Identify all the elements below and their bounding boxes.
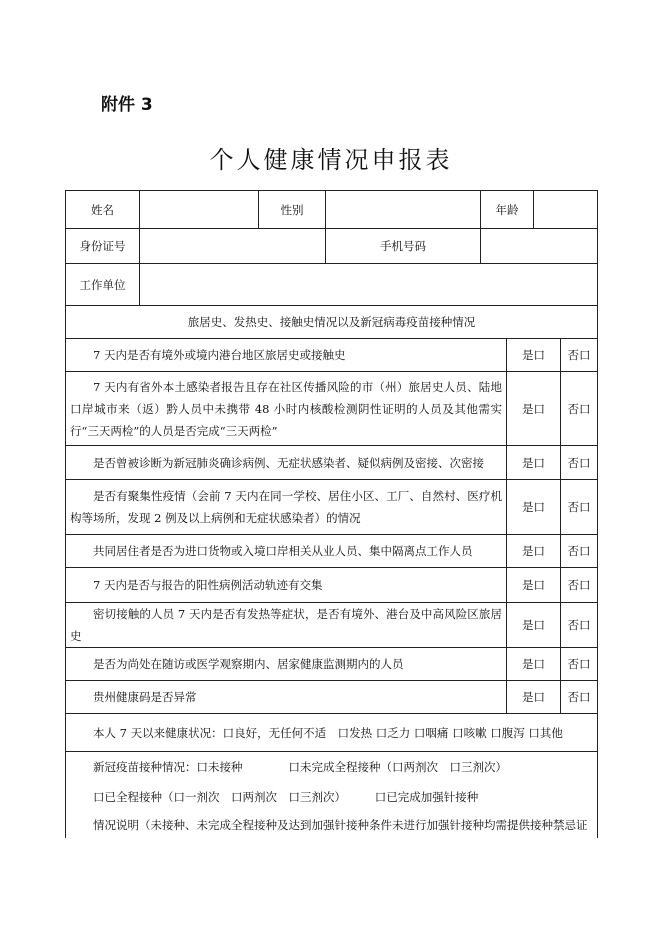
question-text: 密切接触的人员 7 天内是否有发热等症状，是否有境外、港台及中高风险区旅居史 [66, 603, 507, 648]
phone-label: 手机号码 [326, 229, 481, 264]
yes-checkbox[interactable]: 是口 [507, 648, 561, 681]
page-title: 个人健康情况申报表 [209, 146, 453, 174]
no-checkbox[interactable]: 否口 [561, 681, 598, 714]
no-checkbox[interactable]: 否口 [561, 372, 598, 446]
gender-label: 性别 [259, 191, 326, 229]
question-text: 是否有聚集性疫情（会前 7 天内在同一学校、居住小区、工厂、自然村、医疗机构等场所，发现 2 例及以上病例和无症状感染者）的情况 [66, 480, 507, 535]
question-text: 7 天内有省外本土感染者报告且存在社区传播风险的市（州）旅居史人员、陆地口岸城市来（返）黔人员中未携带 48 小时内核酸检测阴性证明的人员及其他需实行“三天两检”的人员是否完成“三天两检” [66, 372, 507, 446]
question-text: 是否曾被诊断为新冠肺炎确诊病例、无症状感染者、疑似病例及密接、次密接 [66, 446, 507, 480]
yes-checkbox[interactable]: 是口 [507, 480, 561, 535]
yes-checkbox[interactable]: 是口 [507, 339, 561, 372]
question-text: 共同居住者是否为进口货物或入境口岸相关从业人员、集中隔离点工作人员 [66, 535, 507, 568]
question-row [66, 480, 598, 535]
id-label: 身份证号 [66, 229, 140, 264]
no-checkbox[interactable]: 否口 [561, 603, 598, 648]
question-text: 7 天内是否有境外或境内港台地区旅居史或接触史 [66, 339, 507, 372]
question-row [66, 446, 598, 480]
no-checkbox[interactable]: 否口 [561, 568, 598, 603]
question-row [66, 648, 598, 681]
question-text: 7 天内是否与报告的阳性病例活动轨迹有交集 [66, 568, 507, 603]
question-text: 是否为尚处在随访或医学观察期内、居家健康监测期内的人员 [66, 648, 507, 681]
yes-checkbox[interactable]: 是口 [507, 568, 561, 603]
age-field[interactable] [534, 191, 598, 229]
question-row [66, 603, 598, 648]
question-row [66, 568, 598, 603]
question-row [66, 535, 598, 568]
gender-field[interactable] [326, 191, 481, 229]
name-field[interactable] [140, 191, 259, 229]
no-checkbox[interactable]: 否口 [561, 446, 598, 480]
yes-checkbox[interactable]: 是口 [507, 446, 561, 480]
health-form-table [65, 190, 598, 838]
question-row [66, 339, 598, 372]
vaccine-status[interactable]: 新冠疫苗接种情况：口未接种 口未完成全程接种（口两剂次 口三剂次） [66, 752, 598, 782]
work-label: 工作单位 [66, 264, 140, 306]
question-text: 贵州健康码是否异常 [66, 681, 507, 714]
question-row [66, 372, 598, 446]
yes-checkbox[interactable]: 是口 [507, 603, 561, 648]
section-heading: 旅居史、发热史、接触史情况以及新冠病毒疫苗接种情况 [66, 306, 598, 339]
no-checkbox[interactable]: 否口 [561, 480, 598, 535]
health-status[interactable]: 本人 7 天以来健康状况：口良好，无任何不适 口发热 口乏力 口咽痛 口咳嗽 口腹泻 口其他 [66, 714, 598, 752]
no-checkbox[interactable]: 否口 [561, 339, 598, 372]
no-checkbox[interactable]: 否口 [561, 648, 598, 681]
yes-checkbox[interactable]: 是口 [507, 372, 561, 446]
work-field[interactable] [140, 264, 598, 306]
no-checkbox[interactable]: 否口 [561, 535, 598, 568]
yes-checkbox[interactable]: 是口 [507, 535, 561, 568]
vaccine-complete[interactable]: 口已全程接种（口一剂次 口两剂次 口三剂次） 口已完成加强针接种 [66, 782, 598, 812]
note: 情况说明（未接种、未完成全程接种及达到加强针接种条件未进行加强针接种均需提供接种禁忌证 [66, 812, 598, 838]
attachment-label: 附件 3 [101, 95, 153, 115]
id-field[interactable] [140, 229, 326, 264]
age-label: 年龄 [481, 191, 534, 229]
phone-field[interactable] [481, 229, 598, 264]
question-row [66, 681, 598, 714]
yes-checkbox[interactable]: 是口 [507, 681, 561, 714]
name-label: 姓名 [66, 191, 140, 229]
